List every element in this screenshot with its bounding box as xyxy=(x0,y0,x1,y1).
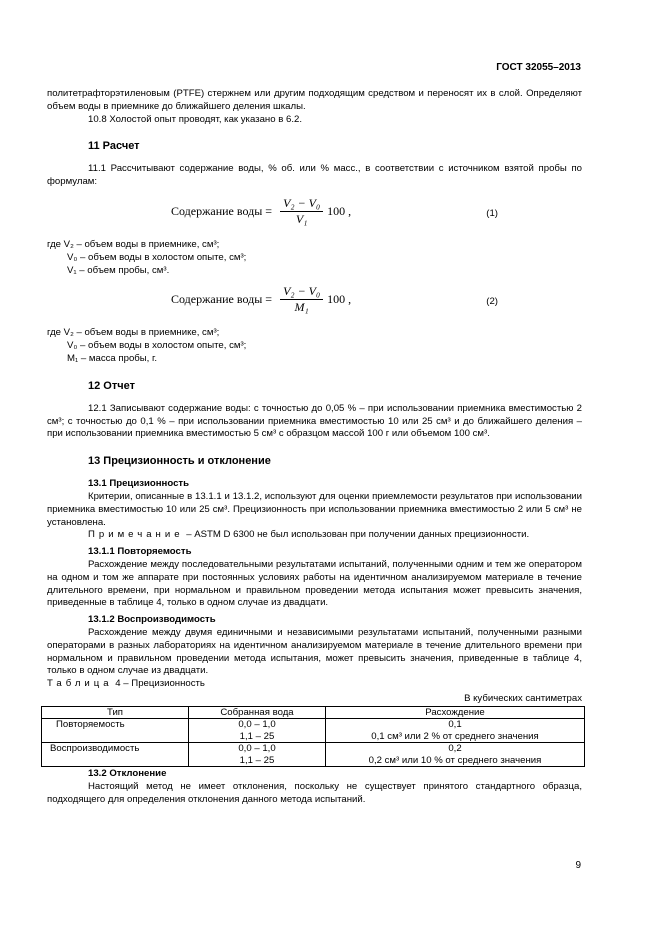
formula-tail: 100 , xyxy=(327,292,352,307)
column-header: Собранная вода xyxy=(189,706,326,719)
table-row xyxy=(42,719,585,743)
formula-label: Содержание воды = xyxy=(171,203,273,218)
paragraph: 10.8 Холостой опыт проводят, как указано в 6.2. xyxy=(88,113,302,125)
paragraph: Настоящий метод не имеет отклонения, поскольку не существует принятого стандартного образца, подходящего для определения отклонения данного метода испытаний. xyxy=(47,781,582,805)
table-cell xyxy=(189,743,326,767)
equation-number: (2) xyxy=(486,296,498,308)
formula-numerator: V₂ − V₀ xyxy=(280,197,323,212)
page-number: 9 xyxy=(575,860,581,871)
paragraph: Расхождение между двумя единичными и независимыми результатами испытаний, полученными разными операторами в разных лабораториях на идентичном анализируемом материале в течение длительного времени при нормальном и правильном проведении метода испытания, может превысить значения, приведенные в таблице 4, только в одном случае из двадцати. xyxy=(47,626,582,677)
formula-denominator: V₁ xyxy=(295,211,308,226)
where-line: V₁ – объем пробы, см³. xyxy=(67,264,170,276)
cell-line: 1,1 – 25 xyxy=(239,730,275,742)
table-unit: В кубических сантиметрах xyxy=(464,692,582,704)
formula-denominator: M₁ xyxy=(294,300,309,315)
formula-2 xyxy=(47,281,582,325)
cell-line: 0,0 – 1,0 xyxy=(238,719,276,731)
paragraph: Расхождение между последовательными результатами испытаний, полученными одним и тем же оператором на одном и том же аппарате при постоянных условиях работы на идентичном анализируемом материале в течение длительного времени, при нормальном и правильном проведении метода испытания может превысить значения, приведенные в таблице 4, только в одном случае из двадцати. xyxy=(47,558,582,609)
column-header: Расхождение xyxy=(326,706,585,719)
cell-line: 0,1 xyxy=(448,719,462,731)
subsection-title: 13.2 Отклонение xyxy=(88,768,167,780)
where-line: где V₂ – объем воды в приемнике, см³; xyxy=(47,327,220,339)
section-title: 11 Расчет xyxy=(88,140,140,153)
document-id: ГОСТ 32055–2013 xyxy=(496,62,581,73)
cell-line: 0,0 – 1,0 xyxy=(238,743,276,755)
formula-tail: 100 , xyxy=(327,203,352,218)
table-cell: Повторяемость xyxy=(42,719,189,743)
formula-1 xyxy=(47,193,582,237)
table-caption xyxy=(47,678,582,691)
cell-line: 1,1 – 25 xyxy=(239,754,275,766)
cell-line: 0,2 xyxy=(448,743,462,755)
where-line: где V₂ – объем воды в приемнике, см³; xyxy=(47,238,220,250)
where-line: V₀ – объем воды в холостом опыте, см³; xyxy=(67,340,247,352)
where-line: M₁ – масса пробы, г. xyxy=(67,352,158,364)
table-row xyxy=(42,743,585,767)
note xyxy=(47,529,582,542)
cell-line: 0,1 см³ или 2 % от среднего значения xyxy=(371,730,539,742)
precision-table xyxy=(41,706,585,768)
cell-line: 0,2 см³ или 10 % от среднего значения xyxy=(368,754,542,766)
document-body xyxy=(47,88,582,807)
table-cell xyxy=(326,743,585,767)
table-caption-label: Таблица xyxy=(47,678,113,690)
formula-label: Содержание воды = xyxy=(171,292,273,307)
paragraph: 11.1 Рассчитывают содержание воды, % об. или % масс., в соответствии с источником взятой пробы по формулам: xyxy=(47,163,582,188)
table-cell xyxy=(326,719,585,743)
column-header: Тип xyxy=(42,706,189,719)
subsection-title: 13.1.1 Повторяемость xyxy=(88,546,192,558)
table-cell: Воспроизводимость xyxy=(42,743,189,767)
formula-numerator: V₂ − V₀ xyxy=(280,285,323,300)
note-text: – ASTM D 6300 не был использован при получении данных прецизионности. xyxy=(183,529,530,541)
subsection-title: 13.1.2 Воспроизводимость xyxy=(88,614,216,626)
paragraph: 12.1 Записывают содержание воды: с точностью до 0,05 % – при использовании приемника вместимостью 2 см³; с точностью до 0,1 % – при использовании приемника вместимостью 10 или 25 см³ и до ближайшего деления – при использовании приемника вместимостью 5 см³ с образцом массой 100 г или объемом 100 см³. xyxy=(47,402,582,440)
section-title: 12 Отчет xyxy=(88,379,135,392)
table-cell xyxy=(189,719,326,743)
equation-number: (1) xyxy=(486,207,498,219)
table-caption-text: 4 – Прецизионность xyxy=(112,678,205,690)
where-line: V₀ – объем воды в холостом опыте, см³; xyxy=(67,251,247,263)
subsection-title: 13.1 Прецизионность xyxy=(88,478,190,490)
paragraph: Критерии, описанные в 13.1.1 и 13.1.2, используют для оценки приемлемости результатов при использовании приемника вместимостью 10 или 25 см³. Прецизионность при использовании приемника вместимостью 2 или 5 см³ не установлена. xyxy=(47,490,582,528)
note-label: Примечание xyxy=(88,529,184,541)
section-title: 13 Прецизионность и отклонение xyxy=(88,455,271,468)
table-header-row xyxy=(42,706,585,719)
paragraph: политетрафторэтиленовым (PTFE) стержнем или другим подходящим средством и переносят их в слой. Определяют объем воды в приемнике до ближайшего деления шкалы. xyxy=(47,88,582,112)
